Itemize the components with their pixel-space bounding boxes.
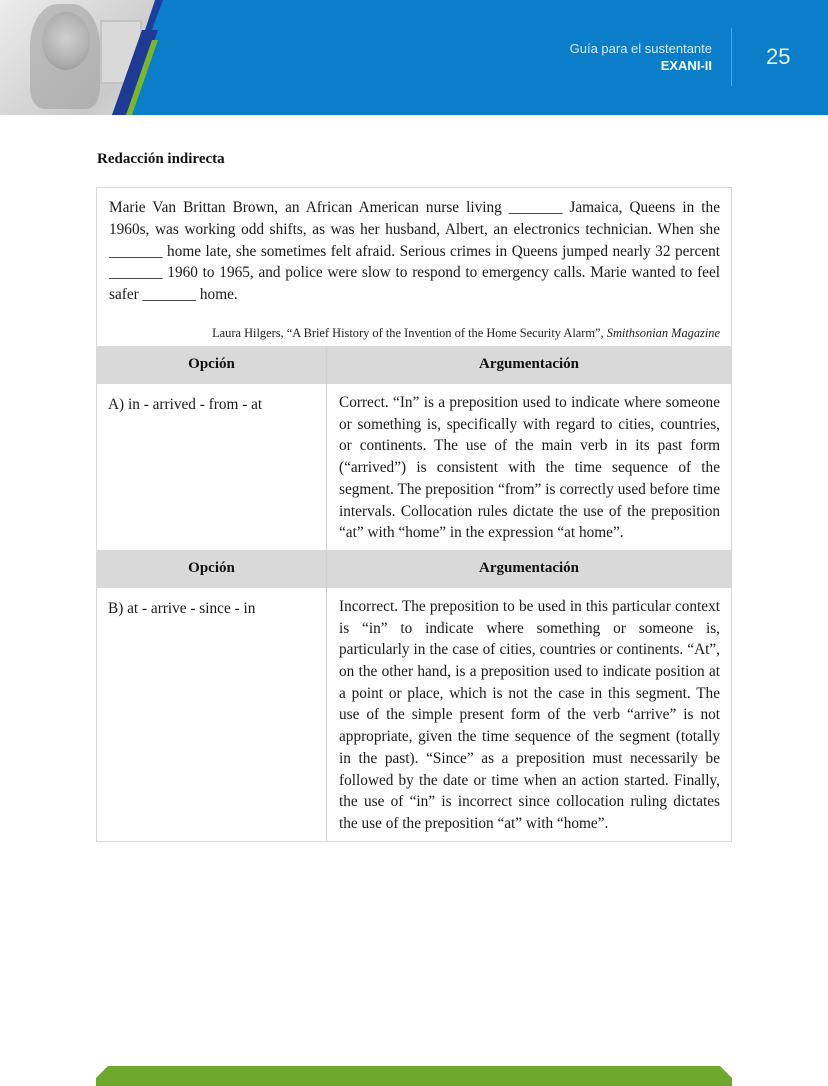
header-option: Opción xyxy=(97,550,327,588)
page-number: 25 xyxy=(766,44,791,69)
header-divider xyxy=(731,28,732,86)
passage-citation xyxy=(97,306,731,346)
header-argument: Argumentación xyxy=(479,560,579,577)
header-option: Opción xyxy=(97,346,327,384)
table-header-row xyxy=(97,346,731,384)
option-cell: B) at - arrive - since - in xyxy=(97,588,327,841)
question-table xyxy=(96,187,732,842)
table-row xyxy=(97,384,731,550)
reading-passage: Marie Van Brittan Brown, an African American nurse living _______ Jamaica, Queens in the 1960s, was working odd shifts, as was her husband, Albert, an electronics technician. When she _______ home late, she sometimes felt afraid. Serious crimes in Queens jumped nearly 32 percent _______ 1960 to 1965, and police were slow to respond to emergency calls. Marie wanted to feel safer _______ home. xyxy=(109,199,720,304)
citation-source: Smithsonian Magazine xyxy=(606,325,720,340)
citation-text: Laura Hilgers, “A Brief History of the Invention of the Home Security Alarm”, xyxy=(212,325,607,340)
header-argument: Argumentación xyxy=(479,356,579,373)
table-row xyxy=(97,588,731,841)
exam-title: EXANI-II xyxy=(660,58,712,73)
argument-cell: Correct. “In” is a preposition used to indicate where someone or something is, specifically with regard to cities, countries, or continents. The use of the main verb in its past form (“arrived”) is consistent with the time sequence of the segment. The preposition “from” is correctly used before time intervals. Collocation rules dictate the use of the preposition “at” with “home” in the expression “at home”. xyxy=(339,393,720,542)
table-header-row xyxy=(97,550,731,588)
option-cell: A) in - arrived - from - at xyxy=(97,384,327,550)
page-header xyxy=(0,0,828,115)
header-titles xyxy=(570,41,712,74)
footer-bar xyxy=(96,1066,732,1086)
photo-person-head xyxy=(42,12,90,70)
section-title: Redacción indirecta xyxy=(97,151,225,167)
argument-cell: Incorrect. The preposition to be used in this particular context is “in” to indicate where something or someone is, particularly in the case of cities, countries or continents. “At”, on the other hand, is a preposition used to indicate position at a point or place, which is not the case in this segment. The use of the simple present form of the verb “arrive” is not appropriate, given the time sequence of the segment (totally in the past). “Since” as a preposition must necessarily be followed by the date or time when an action started. Finally, the use of “in” is incorrect since collocation ruling dictates the use of the preposition “at” with “home”. xyxy=(339,597,720,832)
guide-title: Guía para el sustentante xyxy=(569,41,712,56)
